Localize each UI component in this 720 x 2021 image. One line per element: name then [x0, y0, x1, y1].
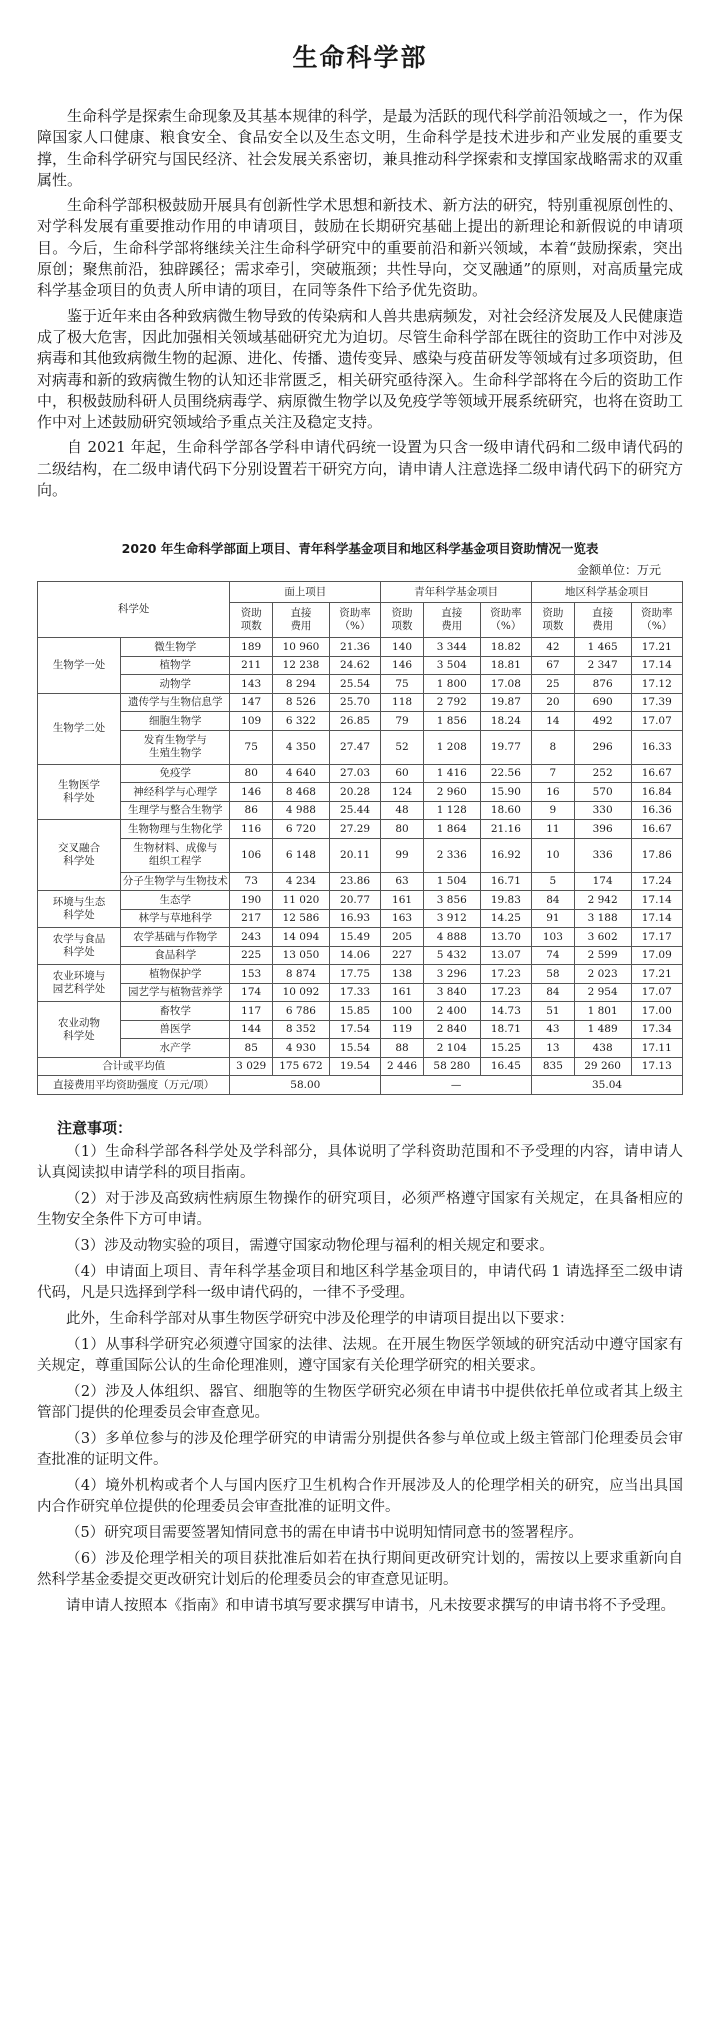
value-cell: 13 050 — [273, 946, 330, 965]
value-cell: 25.44 — [329, 801, 380, 820]
value-cell: 16.71 — [480, 872, 531, 891]
value-cell: 35.04 — [532, 1076, 683, 1095]
value-cell: 26.85 — [329, 712, 380, 731]
value-cell: 2 599 — [574, 946, 631, 965]
dept-cell: 农业动物 科学处 — [38, 1002, 121, 1058]
value-cell: 690 — [574, 693, 631, 712]
dept-cell: 农业环境与 园艺科学处 — [38, 965, 121, 1002]
value-cell: 2 023 — [574, 965, 631, 984]
value-cell: 3 504 — [423, 656, 480, 675]
field-cell: 免疫学 — [121, 764, 230, 783]
note-item: （6）涉及伦理学相关的项目获批准后如若在执行期间更改研究计划的，需按以上要求重新向自然科学基金委提交更改研究计划后的伦理委员会的审查意见证明。 — [37, 1550, 683, 1588]
value-cell: 4 888 — [423, 928, 480, 947]
value-cell: 74 — [532, 946, 575, 965]
table-row — [38, 928, 683, 947]
value-cell: 17.07 — [631, 983, 682, 1002]
value-cell: 570 — [574, 783, 631, 802]
value-cell: 10 960 — [273, 638, 330, 657]
value-cell: 3 856 — [423, 891, 480, 910]
value-cell: 119 — [381, 1020, 424, 1039]
note-item: （1）从事科学研究必须遵守国家的法律、法规。在开展生物医学领域的研究活动中遵守国家有关规定，尊重国际公认的生命伦理准则，遵守国家有关伦理学研究的相关要求。 — [37, 1336, 683, 1374]
value-cell: 2 400 — [423, 1002, 480, 1021]
field-cell: 遗传学与生物信息学 — [121, 693, 230, 712]
value-cell: 17.75 — [329, 965, 380, 984]
value-cell: 17.00 — [631, 1002, 682, 1021]
field-cell: 生理学与整合生物学 — [121, 801, 230, 820]
value-cell: 91 — [532, 909, 575, 928]
table-row — [38, 983, 683, 1002]
value-cell: 174 — [574, 872, 631, 891]
field-cell: 生物物理与生物化学 — [121, 820, 230, 839]
value-cell: 146 — [230, 783, 273, 802]
value-cell: 144 — [230, 1020, 273, 1039]
value-cell: 217 — [230, 909, 273, 928]
value-cell: 80 — [381, 820, 424, 839]
funding-table — [37, 581, 683, 1095]
value-cell: 23.86 — [329, 872, 380, 891]
value-cell: 4 988 — [273, 801, 330, 820]
table-row — [38, 838, 683, 872]
value-cell: 190 — [230, 891, 273, 910]
value-cell: 12 238 — [273, 656, 330, 675]
value-cell: 17.39 — [631, 693, 682, 712]
value-cell: 1 416 — [423, 764, 480, 783]
table-row — [38, 1020, 683, 1039]
dept-cell: 生物医学 科学处 — [38, 764, 121, 820]
value-cell: 8 468 — [273, 783, 330, 802]
value-cell: 17.21 — [631, 638, 682, 657]
value-cell: 138 — [381, 965, 424, 984]
value-cell: 20.11 — [329, 838, 380, 872]
value-cell: 25.70 — [329, 693, 380, 712]
value-cell: 330 — [574, 801, 631, 820]
intro-paragraph: 生命科学部积极鼓励开展具有创新性学术思想和新技术、新方法的研究，特别重视原创性的、对学科发展有重要推动作用的申请项目，鼓励在长期研究基础上提出的新理论和新假说的申请项目。今后，生命科学部将继续关注生命科学研究中的重要前沿和新兴领域，本着“鼓励探索，突出原创；聚焦前沿，独辟蹊径；需求牵引，突破瓶颈；共性导向，交叉融通”的原则，对高质量完成科学基金项目的负责人所申请的项目，在同等条件下给予优先资助。 — [37, 196, 683, 300]
header-sub: 资助 项数 — [381, 603, 424, 638]
value-cell: 146 — [381, 656, 424, 675]
value-cell: 19.54 — [329, 1057, 380, 1076]
value-cell: 1 801 — [574, 1002, 631, 1021]
value-cell: 12 586 — [273, 909, 330, 928]
value-cell: 58.00 — [230, 1076, 381, 1095]
field-cell: 畜牧学 — [121, 1002, 230, 1021]
value-cell: 17.14 — [631, 909, 682, 928]
field-cell: 食品科学 — [121, 946, 230, 965]
value-cell: 1 800 — [423, 675, 480, 694]
value-cell: 27.03 — [329, 764, 380, 783]
value-cell: 1 208 — [423, 730, 480, 764]
value-cell: 18.60 — [480, 801, 531, 820]
note-item: （4）境外机构或者个人与国内医疗卫生机构合作开展涉及人的伦理学相关的研究，应当出具国内合作研究单位提供的伦理委员会审查批准的证明文件。 — [37, 1477, 683, 1515]
table-row — [38, 764, 683, 783]
value-cell: 5 432 — [423, 946, 480, 965]
value-cell: 6 322 — [273, 712, 330, 731]
dept-cell: 生物学一处 — [38, 638, 121, 694]
field-cell: 生物材料、成像与 组织工程学 — [121, 838, 230, 872]
value-cell: 147 — [230, 693, 273, 712]
value-cell: 336 — [574, 838, 631, 872]
table-row — [38, 1002, 683, 1021]
header-sub: 直接 费用 — [273, 603, 330, 638]
value-cell: 17.33 — [329, 983, 380, 1002]
value-cell: 25 — [532, 675, 575, 694]
value-cell: 21.36 — [329, 638, 380, 657]
value-cell: 3 602 — [574, 928, 631, 947]
value-cell: 106 — [230, 838, 273, 872]
value-cell: 14 — [532, 712, 575, 731]
value-cell: 17.23 — [480, 983, 531, 1002]
value-cell: 52 — [381, 730, 424, 764]
value-cell: 58 280 — [423, 1057, 480, 1076]
table-unit: 金额单位：万元 — [576, 563, 661, 578]
value-cell: 18.81 — [480, 656, 531, 675]
value-cell: 17.11 — [631, 1039, 682, 1058]
value-cell: 17.07 — [631, 712, 682, 731]
value-cell: 20 — [532, 693, 575, 712]
value-cell: 88 — [381, 1039, 424, 1058]
value-cell: 75 — [381, 675, 424, 694]
value-cell: 75 — [230, 730, 273, 764]
dept-cell: 环境与生态 科学处 — [38, 891, 121, 928]
value-cell: 100 — [381, 1002, 424, 1021]
value-cell: 124 — [381, 783, 424, 802]
value-cell: 11 — [532, 820, 575, 839]
table-row — [38, 801, 683, 820]
intro-paragraph: 自 2021 年起，生命科学部各学科申请代码统一设置为只含一级申请代码和二级申请代码的二级结构，在二级申请代码下分别设置若干研究方向，请申请人注意选择二级申请代码下的研究方向。 — [37, 438, 683, 500]
value-cell: 3 296 — [423, 965, 480, 984]
value-cell: 296 — [574, 730, 631, 764]
value-cell: 16 — [532, 783, 575, 802]
value-cell: 17.34 — [631, 1020, 682, 1039]
value-cell: 4 350 — [273, 730, 330, 764]
note-item: （1）生命科学部各科学处及学科部分，具体说明了学科资助范围和不予受理的内容，请申请人认真阅读拟申请学科的项目指南。 — [37, 1143, 683, 1181]
field-cell: 林学与草地科学 — [121, 909, 230, 928]
value-cell: 15.54 — [329, 1039, 380, 1058]
value-cell: 99 — [381, 838, 424, 872]
value-cell: 2 960 — [423, 783, 480, 802]
value-cell: 876 — [574, 675, 631, 694]
value-cell: 2 840 — [423, 1020, 480, 1039]
value-cell: 42 — [532, 638, 575, 657]
field-cell: 农学基础与作物学 — [121, 928, 230, 947]
value-cell: 2 954 — [574, 983, 631, 1002]
value-cell: 27.29 — [329, 820, 380, 839]
value-cell: 6 786 — [273, 1002, 330, 1021]
field-cell: 发育生物学与 生殖生物学 — [121, 730, 230, 764]
value-cell: 27.47 — [329, 730, 380, 764]
header-group: 青年科学基金项目 — [381, 582, 532, 603]
value-cell: 1 489 — [574, 1020, 631, 1039]
note-item: （2）涉及人体组织、器官、细胞等的生物医学研究必须在申请书中提供依托单位或者其上级主管部门提供的伦理委员会审查意见。 — [37, 1383, 683, 1421]
field-cell: 微生物学 — [121, 638, 230, 657]
value-cell: 4 930 — [273, 1039, 330, 1058]
value-cell: 4 640 — [273, 764, 330, 783]
value-cell: 175 672 — [273, 1057, 330, 1076]
value-cell: 14.25 — [480, 909, 531, 928]
value-cell: 67 — [532, 656, 575, 675]
value-cell: 20.28 — [329, 783, 380, 802]
value-cell: 17.12 — [631, 675, 682, 694]
avg-label: 直接费用平均资助强度（万元/项） — [38, 1076, 230, 1095]
table-row — [38, 730, 683, 764]
value-cell: 14.73 — [480, 1002, 531, 1021]
value-cell: 16.36 — [631, 801, 682, 820]
value-cell: 4 234 — [273, 872, 330, 891]
value-cell: 19.77 — [480, 730, 531, 764]
dept-cell: 交叉融合 科学处 — [38, 820, 121, 891]
value-cell: 16.33 — [631, 730, 682, 764]
value-cell: 109 — [230, 712, 273, 731]
value-cell: 8 294 — [273, 675, 330, 694]
value-cell: 9 — [532, 801, 575, 820]
value-cell: 2 446 — [381, 1057, 424, 1076]
value-cell: 3 029 — [230, 1057, 273, 1076]
table-row — [38, 946, 683, 965]
value-cell: 10 — [532, 838, 575, 872]
value-cell: 143 — [230, 675, 273, 694]
value-cell: 3 840 — [423, 983, 480, 1002]
value-cell: 18.71 — [480, 1020, 531, 1039]
value-cell: 17.24 — [631, 872, 682, 891]
table-title: 2020 年生命科学部面上项目、青年科学基金项目和地区科学基金项目资助情况一览表 — [121, 541, 599, 557]
header-sub: 资助 项数 — [230, 603, 273, 638]
value-cell: 2 347 — [574, 656, 631, 675]
value-cell: 2 942 — [574, 891, 631, 910]
value-cell: 205 — [381, 928, 424, 947]
field-cell: 生态学 — [121, 891, 230, 910]
value-cell: 13.07 — [480, 946, 531, 965]
value-cell: 17.23 — [480, 965, 531, 984]
value-cell: 2 792 — [423, 693, 480, 712]
value-cell: 6 720 — [273, 820, 330, 839]
value-cell: 51 — [532, 1002, 575, 1021]
field-cell: 动物学 — [121, 675, 230, 694]
header-group: 面上项目 — [230, 582, 381, 603]
table-row — [38, 909, 683, 928]
value-cell: 1 504 — [423, 872, 480, 891]
note-item: 此外，生命科学部对从事生物医学研究中涉及伦理学的申请项目提出以下要求： — [66, 1310, 574, 1327]
value-cell: 163 — [381, 909, 424, 928]
note-item: 请申请人按照本《指南》和申请书填写要求撰写申请书，凡未按要求撰写的申请书将不予受理。 — [66, 1597, 675, 1614]
value-cell: 14 094 — [273, 928, 330, 947]
value-cell: 8 526 — [273, 693, 330, 712]
page-title: 生命科学部 — [292, 43, 428, 72]
value-cell: 7 — [532, 764, 575, 783]
value-cell: 73 — [230, 872, 273, 891]
table-row — [38, 891, 683, 910]
value-cell: 161 — [381, 891, 424, 910]
notes-section — [37, 1117, 683, 1617]
value-cell: 13 — [532, 1039, 575, 1058]
value-cell: 153 — [230, 965, 273, 984]
value-cell: 13.70 — [480, 928, 531, 947]
value-cell: 11 020 — [273, 891, 330, 910]
table-row — [38, 820, 683, 839]
value-cell: 16.67 — [631, 764, 682, 783]
value-cell: 17.86 — [631, 838, 682, 872]
value-cell: 29 260 — [574, 1057, 631, 1076]
value-cell: 19.87 — [480, 693, 531, 712]
notes-title: 注意事项： — [57, 1118, 133, 1137]
note-item: （4）申请面上项目、青年科学基金项目和地区科学基金项目的，申请代码 1 请选择至二级申请代码，凡是只选择到学科一级申请代码的，一律不予受理。 — [37, 1263, 683, 1301]
table-row — [38, 1039, 683, 1058]
value-cell: 227 — [381, 946, 424, 965]
field-cell: 植物学 — [121, 656, 230, 675]
value-cell: — — [381, 1076, 532, 1095]
value-cell: 243 — [230, 928, 273, 947]
value-cell: 161 — [381, 983, 424, 1002]
value-cell: 80 — [230, 764, 273, 783]
value-cell: 2 104 — [423, 1039, 480, 1058]
dept-cell: 生物学二处 — [38, 693, 121, 764]
value-cell: 16.93 — [329, 909, 380, 928]
value-cell: 1 465 — [574, 638, 631, 657]
field-cell: 植物保护学 — [121, 965, 230, 984]
value-cell: 17.14 — [631, 656, 682, 675]
value-cell: 25.54 — [329, 675, 380, 694]
value-cell: 116 — [230, 820, 273, 839]
note-item: （2）对于涉及高致病性病原生物操作的研究项目，必须严格遵守国家有关规定，在具备相应的生物安全条件下方可申请。 — [37, 1190, 683, 1228]
value-cell: 16.67 — [631, 820, 682, 839]
value-cell: 17.08 — [480, 675, 531, 694]
value-cell: 16.92 — [480, 838, 531, 872]
value-cell: 492 — [574, 712, 631, 731]
value-cell: 8 — [532, 730, 575, 764]
value-cell: 17.17 — [631, 928, 682, 947]
value-cell: 63 — [381, 872, 424, 891]
table-row — [38, 693, 683, 712]
value-cell: 8 874 — [273, 965, 330, 984]
value-cell: 16.45 — [480, 1057, 531, 1076]
value-cell: 3 188 — [574, 909, 631, 928]
value-cell: 174 — [230, 983, 273, 1002]
value-cell: 1 128 — [423, 801, 480, 820]
value-cell: 22.56 — [480, 764, 531, 783]
table-row — [38, 675, 683, 694]
intro-section — [37, 106, 683, 501]
value-cell: 20.77 — [329, 891, 380, 910]
value-cell: 396 — [574, 820, 631, 839]
value-cell: 21.16 — [480, 820, 531, 839]
note-item: （3）多单位参与的涉及伦理学研究的申请需分别提供各参与单位或上级主管部门伦理委员会审查批准的证明文件。 — [37, 1430, 683, 1468]
value-cell: 18.82 — [480, 638, 531, 657]
header-sub: 资助 项数 — [532, 603, 575, 638]
value-cell: 79 — [381, 712, 424, 731]
field-cell: 园艺学与植物营养学 — [121, 983, 230, 1002]
intro-paragraph: 生命科学是探索生命现象及其基本规律的科学，是最为活跃的现代科学前沿领域之一，作为保障国家人口健康、粮食安全、食品安全以及生态文明，生命科学是技术进步和产业发展的重要支撑，生命科学研究与国民经济、社会发展关系密切，兼具推动科学探索和支撑国家战略需求的双重属性。 — [37, 107, 683, 189]
field-cell: 兽医学 — [121, 1020, 230, 1039]
value-cell: 8 352 — [273, 1020, 330, 1039]
value-cell: 86 — [230, 801, 273, 820]
avg-row — [38, 1076, 683, 1095]
header-group: 地区科学基金项目 — [532, 582, 683, 603]
value-cell: 211 — [230, 656, 273, 675]
value-cell: 5 — [532, 872, 575, 891]
header-sub: 直接 费用 — [423, 603, 480, 638]
value-cell: 17.13 — [631, 1057, 682, 1076]
value-cell: 252 — [574, 764, 631, 783]
value-cell: 17.09 — [631, 946, 682, 965]
value-cell: 15.85 — [329, 1002, 380, 1021]
total-row — [38, 1057, 683, 1076]
value-cell: 85 — [230, 1039, 273, 1058]
table-row — [38, 712, 683, 731]
header-sub: 资助率 （%） — [329, 603, 380, 638]
header-sub: 资助率 （%） — [631, 603, 682, 638]
value-cell: 18.24 — [480, 712, 531, 731]
value-cell: 43 — [532, 1020, 575, 1039]
value-cell: 3 344 — [423, 638, 480, 657]
intro-paragraph: 鉴于近年来由各种致病微生物导致的传染病和人兽共患病频发，对社会经济发展及人民健康造成了极大危害，因此加强相关领域基础研究尤为迫切。尽管生命科学部在既往的资助工作中对涉及病毒和其他致病微生物的起源、进化、传播、遗传变异、感染与疫苗研发等领域有过多项资助，但对病毒和新的致病微生物的认知还非常匮乏，相关研究亟待深入。生命科学部将在今后的资助工作中，积极鼓励科研人员围绕病毒学、病原微生物学以及免疫学等领域开展系统研究，也将在资助工作中对上述鼓励研究领域给予重点关注及稳定支持。 — [37, 306, 683, 432]
header-dept: 科学处 — [38, 582, 230, 638]
value-cell: 118 — [381, 693, 424, 712]
table-row — [38, 783, 683, 802]
value-cell: 1 864 — [423, 820, 480, 839]
value-cell: 103 — [532, 928, 575, 947]
value-cell: 835 — [532, 1057, 575, 1076]
value-cell: 15.25 — [480, 1039, 531, 1058]
field-cell: 细胞生物学 — [121, 712, 230, 731]
value-cell: 84 — [532, 891, 575, 910]
value-cell: 140 — [381, 638, 424, 657]
value-cell: 189 — [230, 638, 273, 657]
total-label: 合计或平均值 — [38, 1057, 230, 1076]
value-cell: 60 — [381, 764, 424, 783]
header-sub: 直接 费用 — [574, 603, 631, 638]
value-cell: 15.49 — [329, 928, 380, 947]
value-cell: 15.90 — [480, 783, 531, 802]
value-cell: 24.62 — [329, 656, 380, 675]
value-cell: 10 092 — [273, 983, 330, 1002]
field-cell: 分子生物学与生物技术 — [121, 872, 230, 891]
value-cell: 84 — [532, 983, 575, 1002]
field-cell: 神经科学与心理学 — [121, 783, 230, 802]
value-cell: 14.06 — [329, 946, 380, 965]
table-row — [38, 656, 683, 675]
value-cell: 6 148 — [273, 838, 330, 872]
field-cell: 水产学 — [121, 1039, 230, 1058]
dept-cell: 农学与食品 科学处 — [38, 928, 121, 965]
note-item: （5）研究项目需要签署知情同意书的需在申请书中说明知情同意书的签署程序。 — [66, 1524, 583, 1541]
value-cell: 17.54 — [329, 1020, 380, 1039]
value-cell: 17.21 — [631, 965, 682, 984]
header-sub: 资助率 （%） — [480, 603, 531, 638]
value-cell: 19.83 — [480, 891, 531, 910]
value-cell: 2 336 — [423, 838, 480, 872]
value-cell: 17.14 — [631, 891, 682, 910]
value-cell: 225 — [230, 946, 273, 965]
note-item: （3）涉及动物实验的项目，需遵守国家动物伦理与福利的相关规定和要求。 — [66, 1237, 554, 1254]
value-cell: 3 912 — [423, 909, 480, 928]
table-row — [38, 872, 683, 891]
value-cell: 58 — [532, 965, 575, 984]
table-row — [38, 965, 683, 984]
value-cell: 438 — [574, 1039, 631, 1058]
table-row — [38, 638, 683, 657]
value-cell: 48 — [381, 801, 424, 820]
value-cell: 117 — [230, 1002, 273, 1021]
value-cell: 16.84 — [631, 783, 682, 802]
value-cell: 1 856 — [423, 712, 480, 731]
